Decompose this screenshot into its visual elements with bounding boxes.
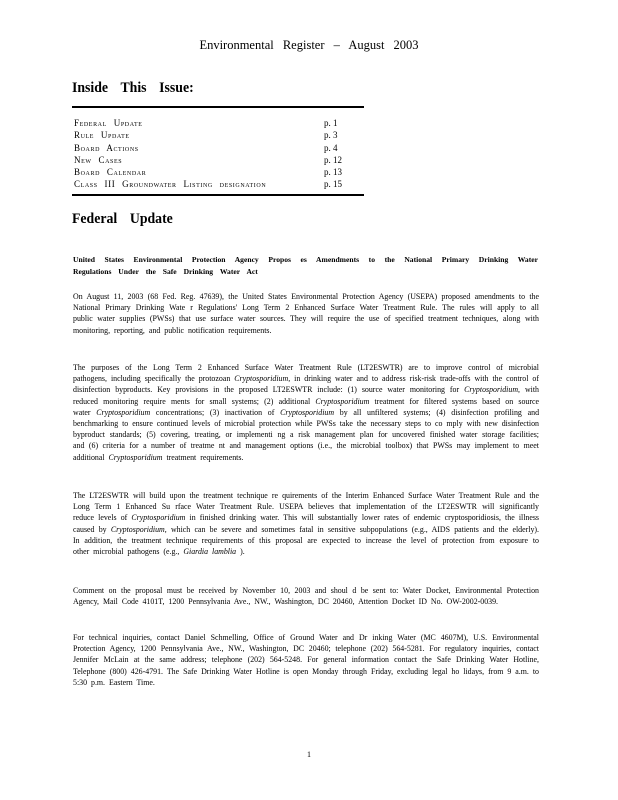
toc-item-page: p. 1: [324, 118, 338, 128]
paragraph-proposal: On August 11, 2003 (68 Fed. Reg. 47639), the United States Environmental Protection Agency (USEPA) proposed amendments to the National Primary Drinking Wate r Regulations' Long Term 2 Enhanced Surface Water Treatment Rule. The rules will apply to all public water supplies (PWSs) that use surface water sources. They will require the use of specified treatment techniques, along with monitoring, reporting, and public notification requirements.: [73, 292, 539, 335]
toc-item-label: Rule Update: [74, 130, 130, 141]
toc-item-page: p. 3: [324, 130, 338, 141]
federal-update-heading: Federal Update: [72, 211, 173, 227]
toc-item-board-actions[interactable]: [74, 142, 354, 154]
toc-item-label: Board Actions: [74, 142, 139, 153]
toc-item-label: Class III Groundwater Listing designation: [74, 179, 267, 190]
paragraph-comments: Comment on the proposal must be received by November 10, 2003 and shoul d be sent to: Water Docket, Environmental Protection Agency, Mail Code 4101T, 1200 Pennsylvania Ave., NW., Washington, DC 20460, Attention Docket ID No. OW-2002-0039.: [73, 586, 539, 607]
toc-item-federal-update[interactable]: [74, 117, 354, 129]
heading-rule: [72, 106, 364, 108]
toc-item-page: p. 15: [324, 179, 342, 190]
toc-item-class-iii-groundwater[interactable]: [74, 178, 354, 190]
toc-item-label: Board Calendar: [74, 167, 147, 178]
toc-item-label: Federal Update: [74, 118, 143, 128]
inside-this-issue-heading: Inside This Issue:: [72, 80, 194, 96]
page-header: Environmental Register – August 2003: [199, 38, 419, 52]
toc-item-label: New Cases: [74, 154, 123, 165]
paragraph-build-upon: The LT2ESWTR will build upon the treatment technique re quirements of the Interim Enhanced Surface Water Treatment Rule and the Long Term 1 Enhanced Su rface Water Treatment Rule. USEPA believes that implementation of the LT2ESWTR will significantly reduce levels of Cryptosporidium in finished drinking water. This will substantially lower rates of endemic cryptosporidiosis, the illness caused by Cryptosporidium, which can be severe and sometimes fatal in sensitive subpopulations (e.g., AIDS patients and the elderly). In addition, the treatment technique requirements of this proposal are expected to increase the level of protection from exposure to other microbial pathogens (e.g., Giardia lamblia ).: [73, 491, 539, 557]
toc-item-rule-update[interactable]: [74, 129, 354, 141]
toc-item-board-calendar[interactable]: [74, 166, 354, 178]
toc-item-page: p. 12: [324, 154, 342, 165]
paragraph-purposes: The purposes of the Long Term 2 Enhanced Surface Water Treatment Rule (LT2ESWTR) are to improve control of microbial pathogens, including specifically the protozoan Cryptosporidium, in drinking water and to address risk-risk trade-offs with the control of disinfection byproducts. Key provisions in the proposed LT2ESWTR include: (1) source water monitoring for Cryptosporidium, with reduced monitoring require ments for small systems; (2) additional Cryptosporidium treatment for filtered systems based on source water Cryptosporidium concentrations; (3) inactivation of Cryptosporidium by all unfiltered systems; (4) disinfection profiling and benchmarking to ensure continued levels of microbial protection while PWSs take the necessary steps to co mply with new disinfection byproduct standards; (5) covering, treating, or implementi ng a risk management plan for uncovered finished water storage facilities; and (6) criteria for a number of treatme nt and management options (i.e., the microbial toolbox) that PWSs may implement to meet additional Cryptosporidium treatment requirements.: [73, 363, 540, 462]
toc-item-new-cases[interactable]: [74, 154, 354, 166]
toc-item-page: p. 13: [324, 167, 342, 178]
toc-rule: [72, 194, 364, 196]
toc-item-page: p. 4: [324, 142, 338, 153]
article-headline: United States Environmental Protection Agency Propos es Amendments to the National Primary Drinking Water Regulations Under the Safe Drinking Water Act: [73, 255, 538, 276]
paragraph-contacts: For technical inquiries, contact Daniel Schmelling, Office of Ground Water and Dr inking Water (MC 4607M), U.S. Environmental Protection Agency, 1200 Pennsylvania Ave., NW., Washington, DC 20460; telephone (202) 564-5281. For regulatory inquiries, contact Jennifer McLain at the same address; telephone (202) 564-5248. For general information contact the Safe Drinking Water Hotline, Telephone (800) 426-4791. The Safe Drinking Water Hotline is open Monday through Friday, excluding legal ho lidays, from 9 a.m. to 5:30 p.m. Eastern Time.: [73, 633, 539, 687]
table-of-contents: [74, 117, 354, 191]
page-number: 1: [307, 750, 311, 759]
